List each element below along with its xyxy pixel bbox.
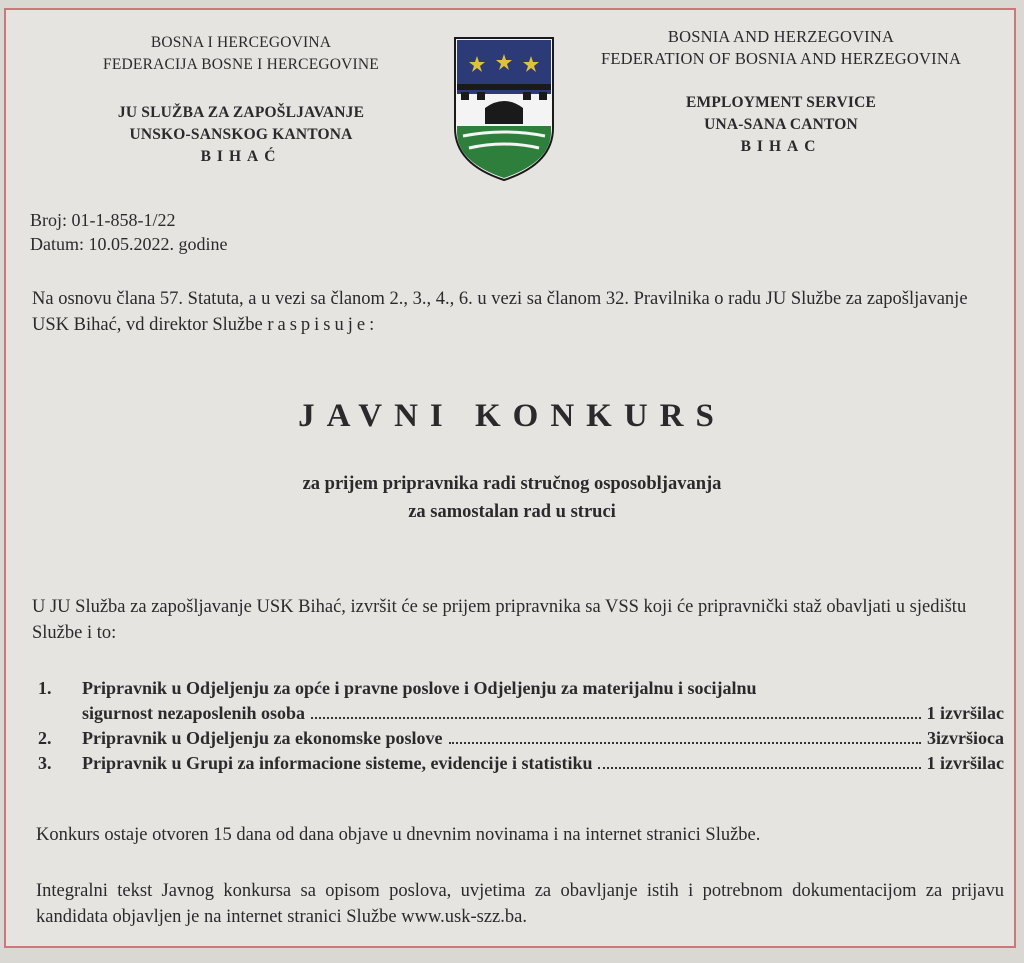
dot-leader [449,742,921,744]
header-left-country-line2: FEDERACIJA BOSNE I HERCEGOVINE [103,56,379,73]
document-meta [30,208,227,256]
header-left-org-line1: JU SLUŽBA ZA ZAPOŠLJAVANJE [117,104,365,121]
subtitle [6,470,1018,526]
dot-leader [598,767,920,769]
header-right-city: BIHAC [740,138,822,155]
list-item-title: Pripravnik u Grupi za informacione sisteme, evidencije i statistiku [82,753,593,773]
page-title: JAVNI KONKURS [298,398,726,434]
list-item-quantity: 1 izvršilac [926,703,1004,723]
list-item-title: Pripravnik u Odjeljenju za opće i pravne poslove i Odjeljenju za materijalnu i socijalnu [82,678,757,698]
list-item-quantity: 3izvršioca [927,728,1004,748]
document-number: Broj: 01-1-858-1/22 [30,210,176,230]
list-item-quantity: 1 izvršilac [926,753,1004,773]
header-left-organization [46,102,436,168]
header-right-country-line1: BOSNIA AND HERZEGOVINA [667,27,895,46]
header-right-country [566,26,996,70]
header-right-organization [566,92,996,158]
coat-of-arms-icon [449,32,559,184]
header-left-city: BIHAĆ [200,148,282,165]
list-item [32,676,1004,726]
header-left-country-line1: BOSNA I HERCEGOVINA [150,34,332,51]
document-date: Datum: 10.05.2022. godine [30,234,228,254]
final-paragraph: Integralni tekst Javnog konkursa sa opisom poslova, uvjetima za obavljanje istih i potrebnom dokumentacijom za prijavu kandidata objavljen je na internet stranici Službe www.usk-szz.ba. [36,881,1004,927]
list-item-title-cont: sigurnost nezaposlenih osoba [82,703,306,723]
list-item-title: Pripravnik u Odjeljenju za ekonomske poslove [82,728,443,748]
dot-leader [311,717,920,719]
header-right-country-line2: FEDERATION OF BOSNIA AND HERZEGOVINA [600,49,962,68]
list-item [32,726,1004,751]
intro-emphasis: raspisuje: [267,315,379,335]
header-right-org-line2: UNA-SANA CANTON [704,116,858,133]
positions-list [32,676,1004,776]
body-paragraph: U JU Služba za zapošljavanje USK Bihać, izvršit će se prijem pripravnika sa VSS koji će pripravnički staž obavljati u sjedištu Službe i to: [32,597,967,643]
header-left-org-line2: UNSKO-SANSKOG KANTONA [129,126,353,143]
list-item [32,751,1004,776]
header-left-country [46,32,436,76]
intro-paragraph [32,286,992,338]
list-item-number: 1. [38,678,52,698]
intro-text: Na osnovu člana 57. Statuta, a u vezi sa članom 2., 3., 4., 6. u vezi sa članom 32. Pravilnika o radu JU Službe za zapošljavanje USK Bihać, vd direktor Službe [32,289,968,335]
list-item-number: 3. [38,753,52,773]
announcement-page [4,8,1016,948]
header-right-org-line1: EMPLOYMENT SERVICE [685,94,877,111]
list-item-number: 2. [38,728,52,748]
subtitle-line2: za samostalan rad u struci [408,502,616,522]
subtitle-line1: za prijem pripravnika radi stručnog osposobljavanja [302,474,722,494]
duration-note: Konkurs ostaje otvoren 15 dana od dana objave u dnevnim novinama i na internet stranici Službe. [36,825,761,845]
